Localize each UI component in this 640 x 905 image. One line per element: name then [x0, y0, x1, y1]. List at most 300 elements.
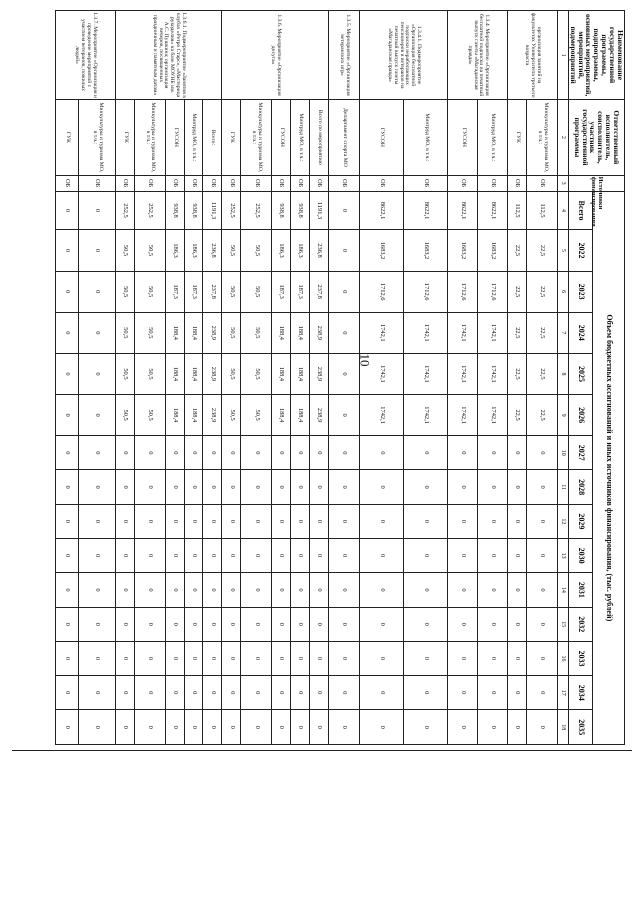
table-row [328, 11, 359, 745]
row-year-value: 0 [78, 395, 115, 436]
row-year-value: 0 [55, 504, 78, 538]
row-year-value: 0 [309, 436, 328, 470]
row-year-value: 0 [404, 539, 448, 573]
row-year-value: 0 [448, 676, 478, 710]
row-source: ОБ [291, 175, 310, 191]
row-year-value: 0 [78, 470, 115, 504]
row-year-value: 188,4 [165, 395, 184, 436]
row-year-value: 0 [448, 607, 478, 641]
column-number: 5 [557, 230, 568, 271]
row-name: 1.3.4. Мероприятие «Организация бесплатной подписки на печатный выпуск газеты «Магаданская правда» [448, 11, 508, 100]
page-number: 10 [357, 353, 373, 367]
header-year: 2028 [568, 470, 592, 504]
row-year-value: 0 [359, 641, 403, 675]
row-year-value: 0 [328, 573, 359, 607]
row-year-value: 238,9 [203, 312, 222, 353]
row-year-value: 0 [309, 504, 328, 538]
row-year-value: 0 [241, 676, 272, 710]
row-executor: Минтруд МО, в т.ч.: [404, 100, 448, 175]
row-year-value: 0 [78, 312, 115, 353]
row-year-value: 188,4 [272, 395, 291, 436]
row-year-value: 22,5 [526, 353, 557, 394]
row-year-value: 0 [404, 676, 448, 710]
row-year-value: 0 [222, 504, 241, 538]
row-year-value: 1742,1 [448, 395, 478, 436]
row-year-value: 50,5 [134, 353, 165, 394]
row-total: 252,5 [115, 191, 134, 230]
row-year-value: 0 [184, 607, 203, 641]
header-year: 2030 [568, 539, 592, 573]
row-executor: Минкультуры и туризма МО, в т.ч.: [78, 100, 115, 175]
row-year-value: 22,5 [526, 312, 557, 353]
row-year-value: 22,5 [526, 271, 557, 312]
row-year-value: 0 [115, 710, 134, 745]
row-year-value: 188,4 [291, 353, 310, 394]
row-year-value: 0 [222, 470, 241, 504]
budget-table [55, 10, 625, 745]
row-year-value: 0 [448, 436, 478, 470]
row-year-value: 0 [55, 271, 78, 312]
row-year-value: 0 [203, 573, 222, 607]
row-year-value: 0 [309, 573, 328, 607]
row-executor: ГУК [222, 100, 241, 175]
row-year-value: 0 [526, 436, 557, 470]
table-row [134, 11, 165, 745]
row-year-value: 0 [134, 573, 165, 607]
row-year-value: 0 [359, 710, 403, 745]
header-year: 2033 [568, 641, 592, 675]
header-year: 2023 [568, 271, 592, 312]
row-year-value: 0 [78, 607, 115, 641]
row-year-value: 1742,1 [478, 312, 508, 353]
row-year-value: 0 [272, 641, 291, 675]
column-number: 11 [557, 470, 568, 504]
header-year: 2032 [568, 607, 592, 641]
row-year-value: 0 [55, 470, 78, 504]
row-year-value: 0 [78, 539, 115, 573]
row-source: ОБ [134, 175, 165, 191]
row-total: 0 [78, 191, 115, 230]
row-year-value: 0 [115, 676, 134, 710]
row-total: 112,5 [507, 191, 526, 230]
row-executor: Минкультуры и туризма МО, в т.ч.: [241, 100, 272, 175]
page-divider [12, 750, 632, 751]
row-year-value: 0 [55, 676, 78, 710]
row-year-value: 50,5 [115, 312, 134, 353]
row-source: ОБ [328, 175, 359, 191]
table-row [165, 11, 184, 745]
row-year-value: 1712,6 [448, 271, 478, 312]
row-year-value: 0 [291, 436, 310, 470]
table-row [478, 11, 508, 745]
row-name: организация занятий на факультетах Университета третьего возраста [507, 11, 557, 100]
table-row [448, 11, 478, 745]
row-year-value: 188,4 [165, 312, 184, 353]
row-year-value: 0 [165, 607, 184, 641]
row-total: 0 [328, 191, 359, 230]
row-year-value: 0 [241, 573, 272, 607]
row-year-value: 0 [241, 539, 272, 573]
header-year: 2034 [568, 676, 592, 710]
row-year-value: 0 [309, 539, 328, 573]
row-year-value: 0 [241, 470, 272, 504]
table-row [55, 11, 78, 745]
row-year-value: 0 [78, 641, 115, 675]
row-source: ОБ [272, 175, 291, 191]
row-year-value: 0 [115, 436, 134, 470]
row-year-value: 0 [78, 271, 115, 312]
row-year-value: 50,5 [241, 395, 272, 436]
row-executor: Минтруд МО, в т.ч.: [478, 100, 508, 175]
row-year-value: 22,5 [507, 312, 526, 353]
row-executor: Минтруд МО, в т.ч.: [184, 100, 203, 175]
row-year-value: 0 [328, 607, 359, 641]
column-number: 18 [557, 710, 568, 745]
row-year-value: 1742,1 [478, 353, 508, 394]
row-year-value: 0 [55, 641, 78, 675]
row-year-value: 238,9 [203, 353, 222, 394]
row-year-value: 0 [78, 710, 115, 745]
row-year-value: 0 [478, 539, 508, 573]
row-total: 8622,1 [359, 191, 403, 230]
row-total: 8622,1 [404, 191, 448, 230]
row-year-value: 50,5 [134, 230, 165, 271]
row-year-value: 0 [78, 353, 115, 394]
row-year-value: 50,5 [115, 230, 134, 271]
row-year-value: 0 [165, 710, 184, 745]
row-year-value: 0 [291, 676, 310, 710]
row-year-value: 1683,2 [478, 230, 508, 271]
row-year-value: 0 [291, 470, 310, 504]
row-year-value: 0 [291, 607, 310, 641]
row-year-value: 1742,1 [404, 312, 448, 353]
row-year-value: 0 [507, 607, 526, 641]
row-year-value: 22,5 [526, 395, 557, 436]
row-year-value: 50,5 [134, 312, 165, 353]
row-year-value: 0 [272, 539, 291, 573]
row-year-value: 50,5 [115, 395, 134, 436]
row-year-value: 0 [55, 573, 78, 607]
row-year-value: 0 [359, 607, 403, 641]
row-year-value: 0 [55, 436, 78, 470]
row-year-value: 0 [309, 470, 328, 504]
row-source: ОБ [55, 175, 78, 191]
row-year-value: 1742,1 [478, 395, 508, 436]
row-name: 1.3.6. Мероприятие «Организация досуга» [222, 11, 329, 100]
row-year-value: 0 [184, 470, 203, 504]
row-year-value: 0 [203, 436, 222, 470]
row-year-value: 0 [203, 470, 222, 504]
row-year-value: 0 [404, 470, 448, 504]
row-year-value: 236,8 [203, 230, 222, 271]
row-year-value: 188,4 [272, 312, 291, 353]
table-row [309, 11, 328, 745]
row-year-value: 22,5 [507, 395, 526, 436]
column-number: 17 [557, 676, 568, 710]
row-year-value: 188,4 [272, 353, 291, 394]
row-year-value: 22,5 [507, 230, 526, 271]
row-year-value: 1683,2 [359, 230, 403, 271]
row-source: ОБ [507, 175, 526, 191]
row-year-value: 188,4 [184, 395, 203, 436]
column-number: 15 [557, 607, 568, 641]
row-source: ОБ [241, 175, 272, 191]
row-year-value: 187,3 [165, 271, 184, 312]
column-number: 4 [557, 191, 568, 230]
row-year-value: 0 [507, 504, 526, 538]
row-year-value: 0 [134, 710, 165, 745]
row-year-value: 0 [404, 710, 448, 745]
row-year-value: 1742,1 [448, 353, 478, 394]
row-year-value: 0 [359, 504, 403, 538]
column-number: 14 [557, 573, 568, 607]
row-year-value: 0 [478, 436, 508, 470]
row-year-value: 188,4 [184, 353, 203, 394]
row-year-value: 50,5 [222, 395, 241, 436]
row-year-value: 0 [309, 607, 328, 641]
row-year-value: 0 [55, 710, 78, 745]
row-source: ОБ [359, 175, 403, 191]
row-year-value: 50,5 [115, 353, 134, 394]
row-year-value: 0 [184, 539, 203, 573]
row-year-value: 0 [55, 539, 78, 573]
row-year-value: 0 [291, 573, 310, 607]
row-year-value: 237,8 [309, 271, 328, 312]
table-row [359, 11, 403, 745]
row-year-value: 0 [448, 539, 478, 573]
column-number: 3 [557, 175, 568, 191]
row-year-value: 0 [328, 312, 359, 353]
row-year-value: 0 [328, 230, 359, 271]
row-year-value: 186,3 [184, 230, 203, 271]
row-year-value: 0 [78, 676, 115, 710]
row-year-value: 0 [507, 470, 526, 504]
row-year-value: 0 [478, 641, 508, 675]
row-source: ОБ [222, 175, 241, 191]
row-year-value: 0 [165, 504, 184, 538]
row-total: 1191,3 [309, 191, 328, 230]
table-row [526, 11, 557, 745]
row-year-value: 0 [404, 573, 448, 607]
row-year-value: 0 [272, 710, 291, 745]
row-year-value: 0 [115, 607, 134, 641]
row-year-value: 0 [478, 607, 508, 641]
row-source: ОБ [78, 175, 115, 191]
row-year-value: 186,3 [291, 230, 310, 271]
header-year: 2035 [568, 710, 592, 745]
row-year-value: 0 [203, 607, 222, 641]
row-year-value: 0 [448, 710, 478, 745]
row-year-value: 0 [272, 676, 291, 710]
row-year-value: 0 [78, 230, 115, 271]
row-year-value: 0 [272, 573, 291, 607]
row-year-value: 0 [448, 573, 478, 607]
row-year-value: 0 [526, 504, 557, 538]
row-year-value: 1712,6 [404, 271, 448, 312]
row-year-value: 0 [448, 504, 478, 538]
row-year-value: 238,9 [309, 312, 328, 353]
row-year-value: 0 [115, 504, 134, 538]
row-year-value: 0 [115, 641, 134, 675]
table-row [78, 11, 115, 745]
row-executor: Департамент спорта МО [328, 100, 359, 175]
row-year-value: 0 [165, 470, 184, 504]
column-number: 1 [557, 11, 568, 100]
row-year-value: 0 [526, 710, 557, 745]
row-year-value: 50,5 [222, 271, 241, 312]
row-year-value: 0 [404, 436, 448, 470]
row-year-value: 50,5 [241, 312, 272, 353]
row-year-value: 0 [507, 710, 526, 745]
column-number: 9 [557, 395, 568, 436]
row-year-value: 0 [507, 641, 526, 675]
row-year-value: 0 [328, 676, 359, 710]
rotated-table-container [55, 10, 625, 745]
row-year-value: 50,5 [134, 395, 165, 436]
row-year-value: 186,3 [165, 230, 184, 271]
row-year-value: 0 [272, 607, 291, 641]
row-year-value: 0 [478, 573, 508, 607]
row-year-value: 0 [241, 607, 272, 641]
row-year-value: 0 [165, 676, 184, 710]
row-year-value: 0 [272, 436, 291, 470]
header-year: 2026 [568, 395, 592, 436]
row-year-value: 0 [203, 539, 222, 573]
row-year-value: 0 [359, 676, 403, 710]
row-executor: ГУСОН [359, 100, 403, 175]
row-year-value: 1712,6 [359, 271, 403, 312]
row-year-value: 0 [359, 573, 403, 607]
table-row [272, 11, 291, 745]
row-year-value: 1742,1 [359, 312, 403, 353]
header-year: 2025 [568, 353, 592, 394]
row-executor: ГУК [507, 100, 526, 175]
row-year-value: 0 [165, 573, 184, 607]
row-year-value: 0 [241, 436, 272, 470]
row-year-value: 0 [359, 470, 403, 504]
row-year-value: 0 [272, 470, 291, 504]
header-year: 2027 [568, 436, 592, 470]
row-year-value: 0 [184, 504, 203, 538]
row-year-value: 0 [507, 436, 526, 470]
row-year-value: 187,3 [291, 271, 310, 312]
row-year-value: 0 [241, 641, 272, 675]
row-total: 938,8 [272, 191, 291, 230]
row-year-value: 0 [115, 539, 134, 573]
row-year-value: 0 [203, 504, 222, 538]
row-year-value: 0 [55, 353, 78, 394]
row-total: 0 [55, 191, 78, 230]
column-number: 13 [557, 539, 568, 573]
row-source: ОБ [184, 175, 203, 191]
row-year-value: 0 [328, 710, 359, 745]
row-year-value: 0 [203, 676, 222, 710]
row-executor: ГУСОН [165, 100, 184, 175]
row-year-value: 0 [78, 573, 115, 607]
row-year-value: 236,8 [309, 230, 328, 271]
row-year-value: 0 [241, 710, 272, 745]
row-year-value: 0 [478, 470, 508, 504]
row-name: 1.3.5. Мероприятие «Организация ветеранских игр» [328, 11, 359, 100]
table-row [404, 11, 448, 745]
row-year-value: 0 [291, 641, 310, 675]
row-name: 1.3.6.1. Подмероприятие «Занятия в клубах «Ретро Старс», «Мастерица рукоделия» на базе МОУНБ им. А.С. Пушкина; организация вечеров, посвященных праздничным и памятным датам» [115, 11, 222, 100]
row-year-value: 188,4 [165, 353, 184, 394]
table-body [55, 11, 557, 745]
column-number-row [557, 11, 568, 745]
row-year-value: 0 [165, 641, 184, 675]
header-finance: Объем бюджетных ассигнований и иных источников финансирования, (тыс. рублей) [592, 191, 624, 744]
row-year-value: 238,9 [309, 395, 328, 436]
row-year-value: 0 [328, 436, 359, 470]
row-year-value: 0 [328, 271, 359, 312]
row-total: 252,5 [222, 191, 241, 230]
row-source: ОБ [448, 175, 478, 191]
budget-table-frame [55, 10, 625, 745]
row-year-value: 0 [184, 573, 203, 607]
row-year-value: 0 [184, 641, 203, 675]
row-total: 938,8 [184, 191, 203, 230]
table-head [557, 11, 624, 745]
row-year-value: 0 [134, 504, 165, 538]
row-total: 938,8 [291, 191, 310, 230]
row-year-value: 187,3 [184, 271, 203, 312]
row-executor: Всего: [203, 100, 222, 175]
row-year-value: 0 [291, 539, 310, 573]
row-name: 1.3.4.1. Подмероприятие «Организация бесплатной подписки неработающих пенсионеров и ветеранов на печатный выпуск газеты «Магаданская правда» [359, 11, 447, 100]
row-year-value: 1742,1 [359, 395, 403, 436]
row-year-value: 0 [55, 395, 78, 436]
row-year-value: 0 [291, 710, 310, 745]
row-year-value: 186,3 [272, 230, 291, 271]
row-year-value: 22,5 [507, 271, 526, 312]
row-executor: ГУК [55, 100, 78, 175]
row-year-value: 0 [165, 436, 184, 470]
table-row [203, 11, 222, 745]
row-total: 8622,1 [478, 191, 508, 230]
row-source: ОБ [203, 175, 222, 191]
row-year-value: 0 [222, 676, 241, 710]
column-number: 16 [557, 641, 568, 675]
header-executor: Ответственный исполнитель, соисполнитель, участник государственной программы [568, 100, 624, 175]
row-year-value: 0 [78, 436, 115, 470]
row-total: 1191,3 [203, 191, 222, 230]
table-row [115, 11, 134, 745]
row-year-value: 0 [241, 504, 272, 538]
row-year-value: 1712,6 [478, 271, 508, 312]
row-year-value: 0 [507, 676, 526, 710]
header-year: 2031 [568, 573, 592, 607]
row-year-value: 0 [134, 607, 165, 641]
row-name: 1.3.7. Мероприятие «Организация и проведение мероприятий с участием ветеранов, пожилых людей» [55, 11, 115, 100]
row-year-value: 0 [115, 470, 134, 504]
row-year-value: 0 [55, 312, 78, 353]
column-number: 6 [557, 271, 568, 312]
row-year-value: 1742,1 [448, 312, 478, 353]
row-year-value: 0 [526, 641, 557, 675]
row-source: ОБ [115, 175, 134, 191]
row-year-value: 1742,1 [359, 353, 403, 394]
row-total: 938,8 [165, 191, 184, 230]
row-year-value: 0 [507, 539, 526, 573]
row-year-value: 0 [134, 539, 165, 573]
row-year-value: 0 [309, 710, 328, 745]
row-year-value: 50,5 [241, 230, 272, 271]
row-year-value: 0 [203, 641, 222, 675]
row-year-value: 0 [359, 436, 403, 470]
header-name: Наименование государственной программы, подпрограммы, основных мероприятий, мероприятий, подмероприятий [568, 11, 624, 100]
header-year: 2022 [568, 230, 592, 271]
